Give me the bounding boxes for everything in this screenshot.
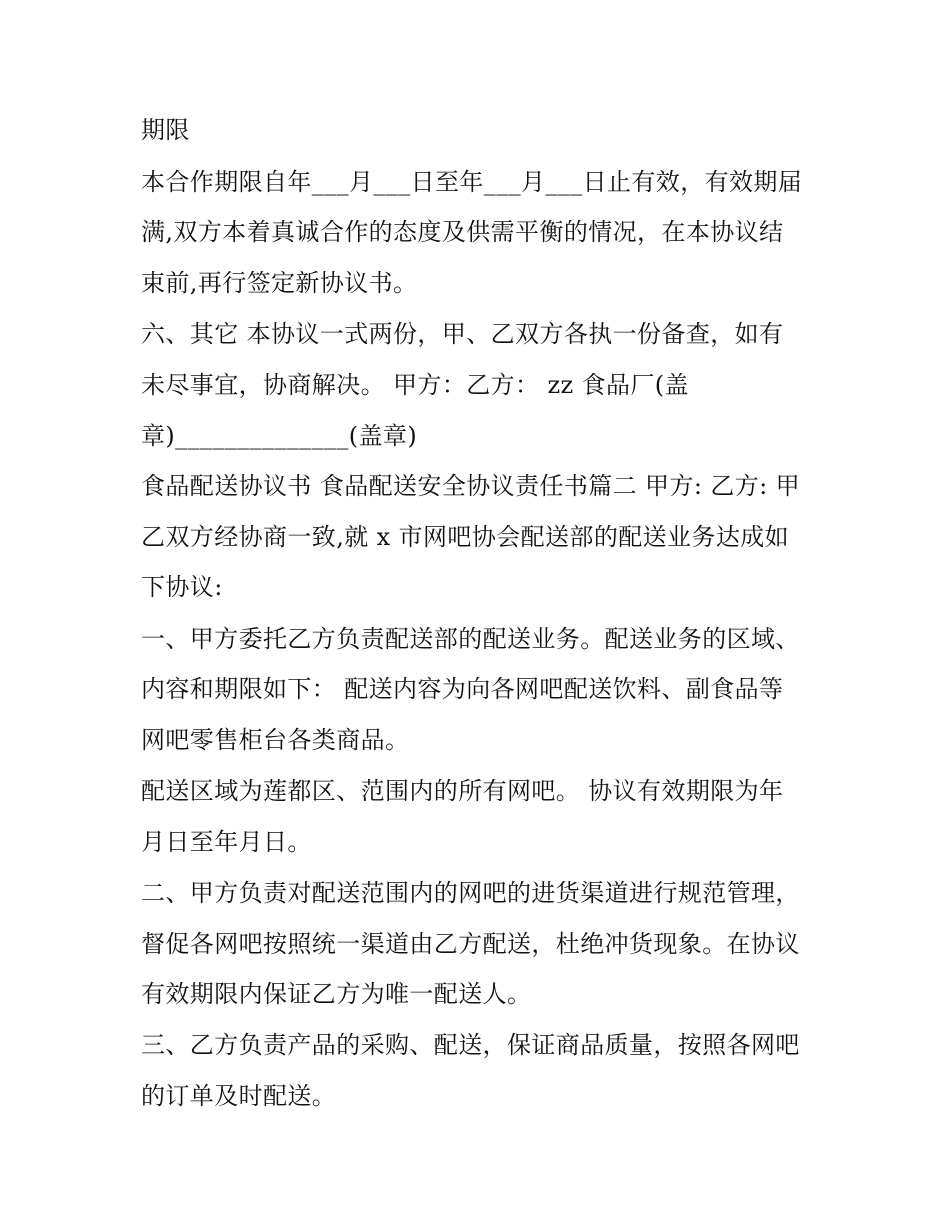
text-line: 督促各网吧按照统一渠道由乙方配送，杜绝冲货现象。在协议 [141, 930, 800, 958]
text-line: 内容和期限如下： 配送内容为向各网吧配送饮料、副食品等 [141, 675, 784, 703]
text-line: 乙双方经协商一致,就 x 市网吧协会配送部的配送业务达成如 [141, 523, 790, 551]
text-line: 下协议: [141, 573, 223, 601]
text-line: 本合作期限自年___月___日至年___月___日止有效，有效期届 [141, 168, 803, 196]
text-line: 章)______________(盖章) [141, 422, 418, 450]
text-line: 未尽事宜，协商解决。 甲方：乙方： zz 食品厂(盖 [141, 371, 689, 399]
text-line: 一、甲方委托乙方负责配送部的配送业务。配送业务的区域、 [141, 625, 800, 653]
text-line: 满,双方本着真诚合作的态度及供需平衡的情况，在本协议结 [141, 218, 784, 246]
text-line: 有效期限内保证乙方为唯一配送人。 [141, 980, 532, 1008]
text-line: 月日至年月日。 [141, 828, 312, 856]
text-line: 束前,再行签定新协议书。 [141, 269, 418, 297]
text-line: 网吧零售柜台各类商品。 [141, 726, 410, 754]
text-line: 的订单及时配送。 [141, 1082, 337, 1110]
text-line: 三、乙方负责产品的采购、配送，保证商品质量，按照各网吧 [141, 1031, 800, 1059]
text-line: 食品配送协议书 食品配送安全协议责任书篇二 甲方: 乙方: 甲 [141, 472, 801, 500]
text-line: 期限 [141, 116, 190, 144]
text-line: 二、甲方负责对配送范围内的网吧的进货渠道进行规范管理， [141, 879, 800, 907]
text-line: 六、其它 本协议一式两份，甲、乙双方各执一份备查，如有 [141, 320, 784, 348]
text-line: 配送区域为莲都区、范围内的所有网吧。 协议有效期限为年 [141, 777, 784, 805]
